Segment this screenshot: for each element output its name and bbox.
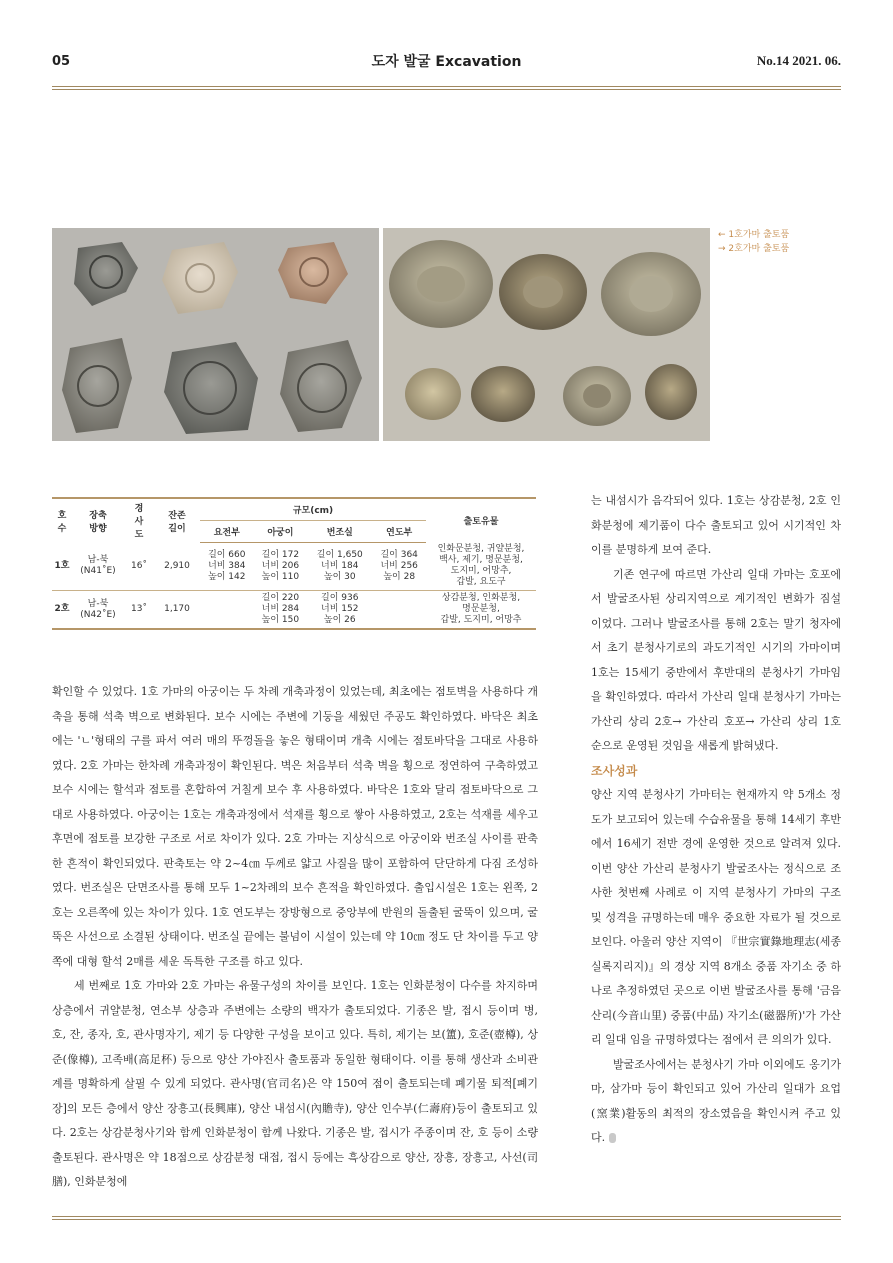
row-slope: 13˚ (124, 591, 154, 630)
header-scale: 규모(cm) (200, 498, 426, 520)
table-row (52, 542, 536, 591)
row-no: 2호 (52, 591, 72, 630)
row-yojeonbu (200, 591, 254, 630)
row-beonjosil: 길이 936 너비 152 높이 26 (307, 591, 372, 630)
row-yeondobu: 길이 364 너비 256 높이 28 (372, 542, 426, 591)
row-agungi: 길이 220 너비 284 높이 150 (254, 591, 308, 630)
kiln2-shards-image (383, 228, 710, 441)
header-slope: 경 사 도 (124, 498, 154, 542)
header-agungi: 아궁이 (254, 520, 308, 542)
issue-number: No.14 2021. 06. (756, 53, 841, 68)
kiln-dimensions-table (52, 497, 536, 630)
row-artifacts: 인화문분청, 귀얄분청, 백사, 제기, 명문분청, 도지미, 어망추, 갑발, 요도구 (426, 542, 536, 591)
legend-kiln2: → 2호가마 출토품 (718, 244, 790, 254)
row-beonjosil: 길이 1,650 너비 184 높이 30 (307, 542, 372, 591)
footer-divider (52, 1216, 841, 1220)
header-beonjosil: 번조실 (307, 520, 372, 542)
header-yeondobu: 연도부 (372, 520, 426, 542)
row-axis: 남-북 (N42˚E) (72, 591, 124, 630)
kiln1-shards-image (52, 228, 379, 441)
kiln1-artifacts-photo (52, 228, 379, 441)
legend-kiln1: ← 1호가마 출토품 (718, 230, 790, 240)
row-axis: 남-북 (N41˚E) (72, 542, 124, 591)
results-subheading: 조사성과 (591, 763, 638, 778)
row-agungi: 길이 172 너비 206 높이 110 (254, 542, 308, 591)
row-no: 1호 (52, 542, 72, 591)
right-paragraph-2: 기존 연구에 따르면 가산리 일대 가마는 호포에서 발굴조사된 상리지역으로 계기적인 변화가 짐설이었다. 그러나 발굴조사를 통해 2호는 말기 청자에서 초기 분청사기로의 과도기적인 시기의 가마이며 1호는 15세기 중반에서 후반대의 분청사기 가마임을 확인하였다. 따라서 가산리 일대 분청사기 가마는 가산리 상리 2호→ 가산리 호포→ 가산리 상리 1호 순으로 운영된 것임을 새롭게 밝혀냈다. (591, 567, 841, 752)
page-number: 05 (52, 54, 71, 69)
row-remaining: 1,170 (154, 591, 200, 630)
left-column-text (52, 680, 538, 1195)
right-paragraph-1: 는 내섬시가 음각되어 있다. 1호는 상감분청, 2호 인화분청에 제기품이 다수 출토되고 있어 시기적인 차이를 분명하게 보여 준다. (591, 494, 841, 556)
page-header (52, 48, 841, 76)
header-artifacts: 출토유물 (426, 498, 536, 542)
right-paragraph-3: 양산 지역 분청사기 가마터는 현재까지 약 5개소 정도가 보고되어 있는데 수습유물을 통해 14세기 후반에서 16세기 전반 경에 운영한 것으로 알려져 있다. 이번 양산 가산리 분청사기 발굴조사는 정식으로 조사한 첫번째 사례로 이 지역 분청사기 가마의 구조 및 성격을 규명하는데 매우 중요한 자료가 될 것으로 보인다. 아울러 양산 지역이 『世宗實錄地理志(세종실록지리지)』의 경상 지역 8개소 중품 자기소 중 하나로 추정하였던 곳으로 이번 발굴조사를 통해 '금음산리(今音山里) 중품(中品) 자기소(磁器所)'가 가산리 일대 임을 규명하였다는 점에서 큰 의의가 있다. (591, 788, 841, 1046)
photo-legend (718, 228, 789, 256)
table-row (52, 591, 536, 630)
end-mark-icon (609, 1133, 616, 1143)
row-yeondobu (372, 591, 426, 630)
header-no: 호 수 (52, 498, 72, 542)
kiln2-artifacts-photo (383, 228, 710, 441)
row-artifacts: 상감분청, 인화분청, 명문분청, 갑발, 도지미, 어망추 (426, 591, 536, 630)
header-remaining: 잔존 길이 (154, 498, 200, 542)
right-paragraph-4 (591, 1053, 841, 1151)
header-axis: 장축 방향 (72, 498, 124, 542)
right-column-text (591, 489, 841, 1151)
right-paragraph-4-text: 발굴조사에서는 분청사기 가마 이외에도 옹기가마, 삼가마 등이 확인되고 있어 가산리 일대가 요업(窯業)활동의 최적의 장소였음을 확인시켜 주고 있다. (591, 1057, 841, 1144)
header-divider (52, 86, 841, 90)
row-slope: 16˚ (124, 542, 154, 591)
section-title: 도자 발굴 Excavation (371, 54, 522, 70)
left-paragraph-2: 세 번째로 1호 가마와 2호 가마는 유물구성의 차이를 보인다. 1호는 인화분청이 다수를 차지하며 상층에서 귀얄분청, 연소부 상층과 주변에는 소량의 백자가 출토되었다. 기종은 발, 접시 등이며 병, 호, 잔, 종자, 호, 관사명자기, 제기 등 다양한 구성을 보이고 있다. 특히, 제기는 보(簠), 호준(壺樽), 상준(像樽), 고족배(高足杯) 등으로 양산 가야진사 출토품과 동일한 형태이다. 이를 통해 생산과 소비관계를 명확하게 살필 수 있게 되었다. 관사명(官司名)은 약 150여 점이 출토되는데 폐기물 퇴적[폐기장]의 모든 층에서 양산 장흥고(長興庫), 양산 내섬시(內贍寺), 양산 인수부(仁壽府)등이 출토되고 있다. 2호는 상감분청사기와 함께 인화분청이 함께 나왔다. 기종은 발, 접시가 주종이며 잔, 호 등이 소량 출토된다. 관사명은 약 18점으로 상감분청 대접, 접시 등에는 흑상감으로 양산, 장흥, 장흥고, 사선(司膳), 인화분청에 (52, 979, 538, 1188)
left-paragraph-1: 확인할 수 있었다. 1호 가마의 아궁이는 두 차례 개축과정이 있었는데, 최초에는 점토벽을 사용하다 개축을 통해 석축 벽으로 변화된다. 보수 시에는 주변에 기둥을 세웠던 주공도 확인하였다. 바닥은 최초에는 'ㄴ'형태의 구를 파서 여러 매의 뚜껑돌을 놓은 형태이며 개축 시에는 점토바닥을 그대로 사용하였다. 2호 가마는 한차례 개축과정이 확인된다. 벽은 처음부터 석축 벽을 횡으로 정연하여 구축하였고 보수 시에는 할석과 점토를 혼합하여 거칠게 보수 후 사용하였다. 바닥은 1호와 달리 점토바닥으로 그대로 사용하였다. 아궁이는 1호는 개축과정에서 석재를 횡으로 쌓아 사용하였고, 2호는 석재를 세우고 후면에 점토를 보강한 구조로 서로 차이가 있다. 2호 가마는 지상식으로 아궁이와 번조실 사이를 판축한 흔적이 확인되었다. 판축토는 약 2~4㎝ 두께로 얇고 사질을 많이 포함하여 단단하게 다짐 조성하였다. 번조실은 단면조사를 통해 모두 1~2차례의 보수 흔적을 확인하였다. 출입시설은 1호는 왼쪽, 2호는 오른쪽에 있는 차이가 있다. 1호 연도부는 장방형으로 중앙부에 반원의 돌출된 굴뚝이 있으며, 굴뚝은 사선으로 소결된 상태이다. 번조실 끝에는 불넘이 시설이 있는데 약 10㎝ 정도 단 차이를 두고 양쪽에 대형 할석 2매를 세운 독특한 구조를 하고 있다. (52, 685, 538, 968)
header-yojeonbu: 요전부 (200, 520, 254, 542)
row-yojeonbu: 길이 660 너비 384 높이 142 (200, 542, 254, 591)
row-remaining: 2,910 (154, 542, 200, 591)
